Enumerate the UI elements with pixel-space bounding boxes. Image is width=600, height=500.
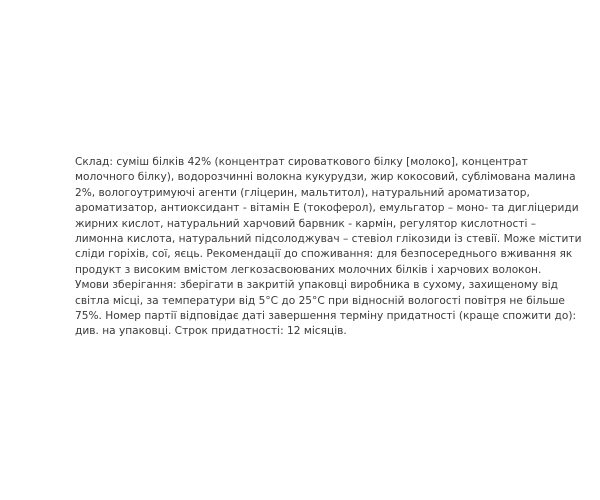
product-composition-text	[75, 155, 582, 340]
text-line: 75%. Номер партії відповідає даті завершення терміну придатності (краще спожити до):	[75, 310, 577, 323]
text-line: Умови зберігання: зберігати в закритій упаковці виробника в сухому, захищеному від	[75, 279, 558, 292]
text-line: Склад: суміш білків 42% (концентрат сироваткового білку [молоко], концентрат	[75, 156, 528, 168]
text-line: сліди горіхів, сої, яєць. Рекомендації до споживання: для безпосереднього вживання як	[75, 248, 573, 261]
text-line: 2%, вологоутримуючі агенти (гліцерин, мальтитол), натуральний ароматизатор,	[75, 186, 530, 199]
text-line: світла місці, за температури від 5°С до 25°С при відносній вологості повітря не більше	[75, 294, 565, 307]
text-line: продукт з високим вмістом легкозасвоюваних молочних білків і харчових волокон.	[75, 263, 542, 276]
text-line: ароматизатор, антиоксидант - вітамін Е (токоферол), емульгатор – моно- та дигліцериди	[75, 202, 579, 215]
text-line: лимонна кислота, натуральний підсолоджувач – стевіол глікозиди із стевії. Може містити	[75, 233, 582, 246]
text-line: жирних кислот, натуральний харчовий барвник - кармін, регулятор кислотності –	[75, 217, 537, 230]
text-line: молочного білку), водорозчинні волокна кукурудзи, жир кокосовий, сублімована малина	[75, 171, 576, 184]
text-line: див. на упаковці. Строк придатності: 12 місяців.	[75, 325, 347, 338]
